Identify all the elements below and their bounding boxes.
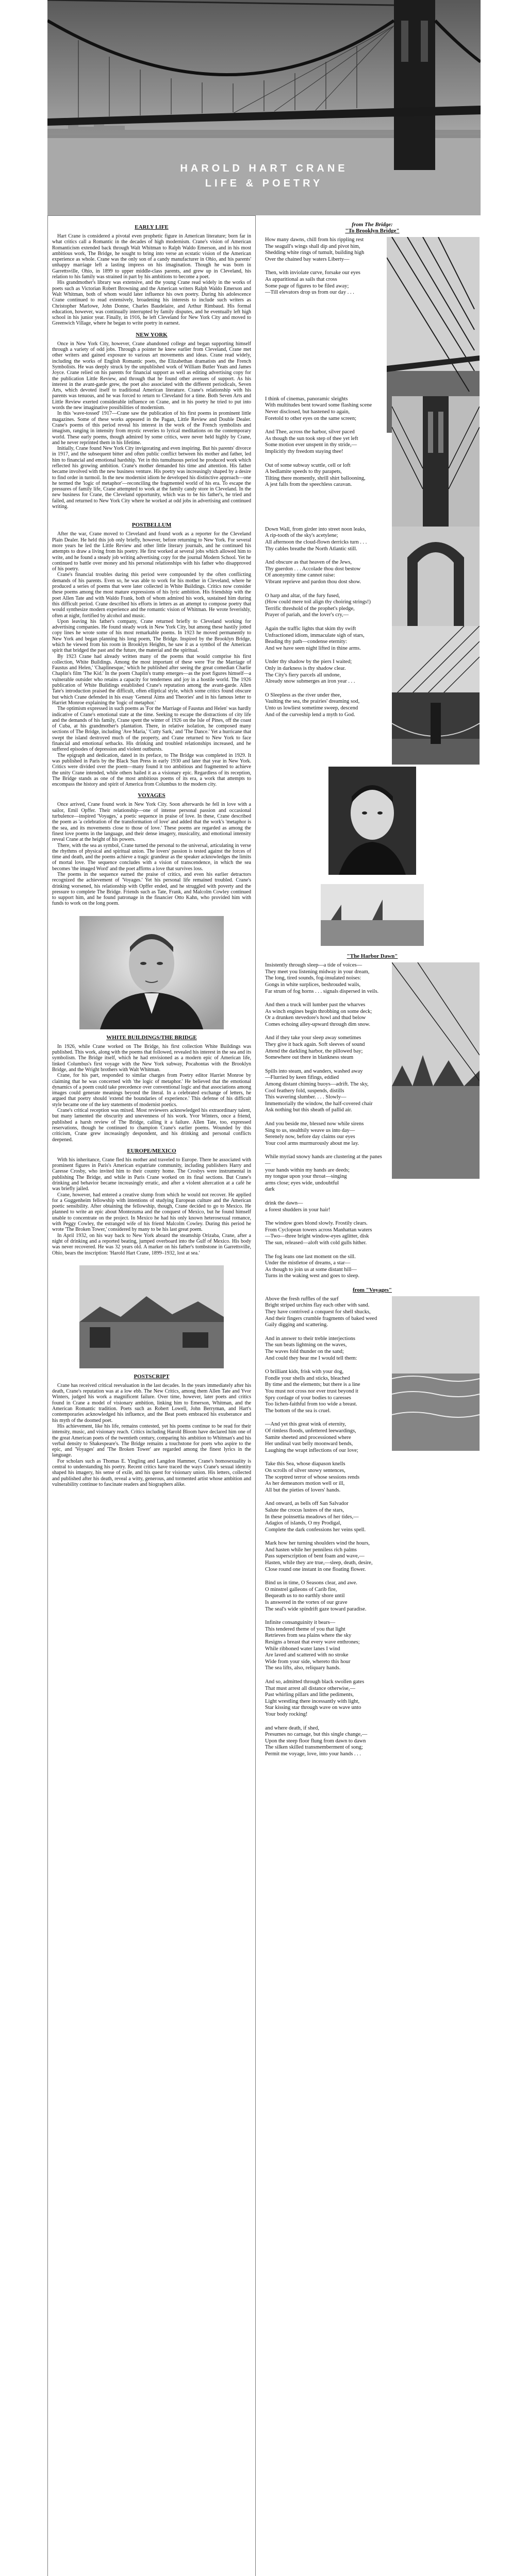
stanza — [265, 1501, 384, 1533]
section-europe-mexico — [52, 1148, 251, 1256]
poem-line: drink the dawn— — [265, 1200, 303, 1206]
paragraph: Once arrived, Crane found work in New York City. Soon afterwards he fell in love with a sailor, Emil Opffer. Their relationship—one of intense personal passion and occasional turbulence—inspired 'Voyages,' a poetic sequence in praise of love. In these, Crane described the poem as 'a celebration of the transformation of love' and added that the work's 'metaphor is the sea, and its movements close to those of love.' These poems are regarded as among the finest love poems in the language, and their dense imagery, musicality, and emotional intensity reveal Crane at the height of his powers. — [52, 802, 251, 843]
poetry-column — [264, 215, 481, 2576]
poem-line: Vibrant reprieve and pardon thou dost show. — [265, 579, 361, 585]
poem-line: Unfractioned idiom, immaculate sigh of stars, — [265, 632, 365, 638]
poem-line: You must not cross nor ever trust beyond it — [265, 1388, 358, 1394]
poem-line: Tilting there momently, shrill shirt ballooning, — [265, 475, 366, 481]
poem-line: Pass superscription of bent foam and wave,— — [265, 1553, 365, 1560]
poem-line: As though to join us at some distant hill— — [265, 1266, 357, 1273]
stanza — [265, 1679, 384, 1718]
poem-line: —Two—three bright window-eyes aglitter, disk — [265, 1233, 369, 1240]
stanza — [265, 692, 384, 718]
poem-line: Under thy shadow by the piers I waited; — [265, 659, 352, 665]
poem-line: Turns in the waking west and goes to sleep. — [265, 1273, 360, 1279]
poem-line: This wavering slumber. . . . Slowly— — [265, 1094, 346, 1100]
poem-line: Adagios of islands, O my Prodigal, — [265, 1520, 341, 1527]
poem-line: Over the chained bay waters Liberty— — [265, 256, 350, 262]
paragraph: The poems in the sequence earned the praise of critics, and even his earlier detractors recognized the achievement of 'Voyages.' Yet his personal life remained troubled. Crane's drinking worsened, his relationship with Opffer ended, and he struggled with poverty and the pressure to complete The Bridge. Friends such as Tate, Frank, and Malcolm Cowley continued to support him, and he found patronage in the financier Otto Kahn, who provided him with funds to work on the long poem. — [52, 871, 251, 907]
poem-line: Gongs in white surplices, beshrouded wails, — [265, 981, 361, 988]
section-heading: WHITE BUILDINGS/THE BRIDGE — [106, 1034, 197, 1041]
poem-line: Bequeath us to no earthly shore until — [265, 1593, 345, 1599]
poem-line: On scrolls of silver snowy sentences, — [265, 1467, 345, 1473]
poem-line: A bedlamite speeds to thy parapets, — [265, 469, 342, 475]
poem-line: Already snow submerges an iron year . . . — [265, 679, 355, 685]
poem-line: Only in darkness is thy shadow clear. — [265, 665, 346, 671]
stanza — [265, 270, 384, 296]
biography-column — [47, 215, 256, 2576]
poem-line: Bind us in time, O Seasons clear, and awe. — [265, 1580, 357, 1586]
poem-line: And you beside me, blessed now while sirens — [265, 1121, 364, 1127]
poem-line: Terrific threshold of the prophet's pledge, — [265, 605, 355, 612]
poem-line: Spry cordage of your bodies to caresses — [265, 1395, 351, 1401]
poem-line: How many dawns, chill from his rippling rest — [265, 237, 364, 243]
paragraph: After the war, Crane moved to Cleveland and found work as a reporter for the Cleveland Plain Dealer. He held this job only briefly, however, before returning to New York. For several more years he led the Little Review and other little literary journals, and he continued his attempts to draw a living from his poetry. He first worked at several jobs which allowed him to write, and he found a steady job writing advertising copy for the journal Modern School. Yet he continued to battle over money and his personal relationships with his father who disapproved of his poetry. — [52, 531, 251, 572]
poem-line: The seal's wide spindrift gaze toward paradise. — [265, 1606, 367, 1612]
poem-line: Too lichen-faithful from too wide a breast. — [265, 1401, 357, 1408]
poem-line: Comes echoing alley-upward through dim snow. — [265, 1021, 371, 1027]
section-heading: EUROPE/MEXICO — [127, 1147, 176, 1154]
stanza — [265, 962, 384, 995]
poem-line: Complete the dark confessions her veins spell. — [265, 1527, 366, 1533]
stanza — [265, 593, 384, 619]
stanza — [265, 1154, 384, 1193]
poem-line: Samite sheeted and processioned where — [265, 1434, 351, 1440]
poem-line: The sea lifts, also, reliquary hands. — [265, 1665, 341, 1671]
stanza — [265, 1725, 384, 1758]
poem-line: From Cyclopean towers across Manhattan waters — [265, 1227, 372, 1233]
poem-line: And we have seen night lifted in thine arms. — [265, 645, 361, 651]
poem-line: And could they hear me I would tell them: — [265, 1355, 357, 1361]
stanza — [265, 1336, 384, 1362]
paragraph: Crane has received critical reevaluation in the last decades. In the years immediately after his death, Crane's reputation was at a low ebb. The New Critics, among them Allen Tate and Yvor Winters, judged his work a magnificent failure. Over time, however, later poets and critics found in Crane a model of visionary ambition, linking him to Emerson, Whitman, and the American Romantic tradition. Poets such as Robert Lowell, John Berryman, and Hart's contemporaries acknowledged his influence, and the Beat poets embraced his exuberance and his myth of the doomed poet. — [52, 1382, 251, 1423]
crane-portrait-photo — [328, 767, 416, 875]
paragraph: His achievement, like his life, remains contested, yet his poems continue to be read for their intensity, music, and visionary reach. Critics including Harold Bloom have declared him one of the great American poets of the twentieth century, comparing his ambition to Whitman's and his verbal density to Shakespeare's. The Bridge remains a touchstone for poets who aspire to the epic, and 'Voyages' and 'The Broken Tower' are regarded among the finest lyrics in the language. — [52, 1423, 251, 1459]
poem-line: Somewhere out there in blankness steam — [265, 1055, 354, 1061]
poem-line: Some motion ever unspent in thy stride,— — [265, 442, 357, 448]
paragraph: There, with the sea as symbol, Crane turned the personal to the universal, articulating in verse the rhythms of physical and spiritual union. The lovers' passion is tested against the forces of time and death, and the poems achieve a tragic grandeur as the speaker acknowledges the limits of mortal love. The sequence concludes with a vision of transcendence, in which the sea becomes 'the imaged Word' and the poet affirms a love that survives loss. — [52, 842, 251, 872]
poem-line: Gaily digging and scattering. — [265, 1322, 328, 1328]
poem-line: —And yet this great wink of eternity, — [265, 1421, 346, 1428]
poem-line: In these poinsettia meadows of her tides,— — [265, 1514, 359, 1520]
poem-harbor-dawn — [265, 953, 480, 1280]
poem-line: Laughing the wrapt inflections of our love; — [265, 1447, 358, 1453]
poem-line: The sceptred terror of whose sessions rends — [265, 1474, 360, 1480]
section-heading: EARLY LIFE — [135, 224, 169, 230]
poem-line: Is answered in the vortex of our grave — [265, 1600, 348, 1606]
poem-line: A rip-tooth of the sky's acetylene; — [265, 533, 338, 539]
poem-line: Some page of figures to be filed away; — [265, 283, 349, 289]
poem-line: and where death, if shed, — [265, 1725, 319, 1731]
poem-line: Infinite consanguinity it bears— — [265, 1620, 336, 1626]
poem-line: And so, admitted through black swollen gates — [265, 1679, 365, 1685]
poem-line: —Till elevators drop us from our day . . . — [265, 290, 354, 296]
poem-line: The long, tired sounds, fog-insulated noises: — [265, 975, 361, 981]
poem-line: I think of cinemas, panoramic sleights — [265, 396, 348, 402]
section-heading: POSTBELLUM — [131, 522, 172, 529]
poem-line: By time and the elements; but there is a line — [265, 1382, 360, 1388]
stanza — [265, 659, 384, 685]
poem-line: Sing to us, stealthily weave us into day— — [265, 1127, 355, 1133]
poem-line: O minstrel galleons of Carib fire, — [265, 1586, 337, 1592]
poem-heading: from "Voyages" — [352, 1286, 392, 1293]
poem-line: O brilliant kids, frisk with your dog, — [265, 1369, 344, 1375]
poem-line: As her demeanors motion well or ill, — [265, 1481, 345, 1487]
poem-line: With multitudes bent toward some flashing scene — [265, 402, 372, 409]
poem-line: The City's fiery parcels all undone, — [265, 672, 341, 678]
poem-line: Mark how her turning shoulders wind the hours, — [265, 1540, 370, 1547]
poem-line: Upon the steep floor flung from dawn to dawn — [265, 1738, 366, 1744]
poem-line: Thy cables breathe the North Atlantic still. — [265, 546, 357, 552]
stanza — [265, 1421, 384, 1454]
poem-line: Hasten, while they are true,—sleep, death, desire, — [265, 1560, 373, 1566]
poem-line: Attend the darkling harbor, the pillowed bay; — [265, 1048, 363, 1054]
stanza — [265, 429, 384, 455]
poem-line: That must arrest all distance otherwise,— — [265, 1685, 355, 1691]
poem-line: Far strum of fog horns . . . signals dispersed in veils. — [265, 988, 379, 994]
poem-line: This tendered theme of you that light — [265, 1626, 345, 1632]
stanza — [265, 1461, 384, 1494]
paragraph: His grandmother's library was extensive, and the young Crane read widely in the works of poets such as Victorian Robert Browning and the American writers Ralph Waldo Emerson and Walt Whitman, both of whom would later influence his own poetry. During his adolescence Crane continued to read extensively, broadening his interests to include such writers as Christopher Marlowe, John Donne, Charles Baudelaire, and Arthur Rimbaud. His formal education, however, was continually interrupted by family disputes, and he eventually left high school in his junior year. Finally, in 1916, he left Cleveland for New York City and moved to Greenwich Village, where he began to write poetry in earnest. — [52, 280, 251, 327]
paragraph: For scholars such as Thomas E. Yingling and Langdon Hammer, Crane's homosexuality is central to understanding his poetry. Recent critics have traced the ways Crane's sexual identity shaped his imagery, his sense of exile, and his quest for visionary union. His letters, collected and published after his death, reveal a witty, generous, and tormented artist whose ambition and vulnerability continue to fascinate readers and biographers alike. — [52, 1458, 251, 1487]
harbor-dawn-photo — [392, 962, 480, 1179]
poem-to-brooklyn-bridge — [265, 222, 480, 761]
section-heading: POSTSCRIPT — [134, 1373, 170, 1380]
paragraph: Crane, however, had entered a creative slump from which he would not recover. He applied for a Guggenheim fellowship with intentions of studying European culture and the American poetic sensibility. After obtaining the fellowship, though, Crane decided to go to Mexico. He planned to write an epic about Montezuma and the conquest of Mexico, but he found himself unable to concentrate on the project. In Mexico he had his only known heterosexual romance, with Peggy Cowley, the estranged wife of his friend Malcolm Cowley. During this period he wrote 'The Broken Tower,' considered by many to be his last great poem. — [52, 1192, 251, 1233]
poem-heading: from The Bridge: — [352, 222, 393, 228]
poem-line: Are laved and scattered with no stroke — [265, 1652, 349, 1658]
poem-line: The fog leans one last moment on the sill. — [265, 1253, 356, 1260]
poem-line: Her undinal vast belly moonward bends, — [265, 1441, 353, 1447]
poem-line: The silken skilled transmemberment of song; — [265, 1744, 363, 1751]
poem-line: As though the sun took step of thee yet left — [265, 435, 358, 442]
poem-line: And in answer to their treble interjections — [265, 1335, 355, 1342]
stanza — [265, 560, 384, 585]
poem-line: All but the pieties of lovers' hands. — [265, 1487, 341, 1493]
poem-line: Resigns a breast that every wave enthrones; — [265, 1639, 360, 1645]
paragraph: Hart Crane is considered a pivotal even prophetic figure in American literature; born far in what critics call a Romantic in the decades of high modernism. Crane's vision of American Romanticism extended back through Walt Whitman to Ralph Waldo Emerson, and in his most ambitious work, The Bridge, he sought to bring into verse an ecstatic vision of the American experience as whole. Crane was the only son of a candy manufacturer in Ohio, and his parents' unhappy marriage left a lasting impress on his imagination. Though he was born in Garrettsville, Ohio, in 1899 to upper middle-class parents, and grew up in Cleveland, his relation to his family was strained in part by his ambitions to become a poet. — [52, 233, 251, 280]
poem-voyages — [265, 1287, 480, 1758]
paragraph: In this 'wave-tossed' 1917—Crane saw the publication of his first poems in prominent little magazines. Some of these works appeared in the Pagan, Little Review and Double Dealer. Crane's poems of this period reveal his interest in the work of the French symbolists and imagism, ranging in intensity from mystic reveries to lyrical meditations on the contemporary world. These early poems, though admired by some critics, were never held highly by Crane, and he never reprinted them in his lifetime. — [52, 411, 251, 446]
poem-line: Of anonymity time cannot raise: — [265, 572, 335, 579]
poem-line: Thy guerdon . . . Accolade thou dost bestow — [265, 566, 361, 572]
paragraph: Upon leaving his father's company, Crane returned briefly to Cleveland working for advertising companies. He found steady work in New York City, but among these hastily jotted copy lines he wrote some of his most remarkable poems. In 1923 he moved permanently to New York and began planning his long poem, The Bridge. Inspired by the Brooklyn Bridge, which he viewed from his room in Brooklyn Heights, he saw it as a symbol of the American spirit that bridged the past and the future, the material and the spiritual. — [52, 618, 251, 654]
poem-line: The window goes blond slowly. Frostily clears. — [265, 1221, 368, 1227]
section-postbellum — [52, 522, 251, 787]
stanza — [265, 1069, 384, 1114]
poem-line: They give it back again. Soft sleeves of sound — [265, 1042, 365, 1048]
site-title-line2: LIFE & POETRY — [205, 178, 323, 189]
paragraph: The optimism expressed in such poems as 'For the Marriage of Faustus and Helen' was hardly indicative of Crane's emotional state at the time. Seeking to escape the distractions of city life and the demands of his family, Crane spent the winter of 1926 on the Isle of Pines, off the coast of Cuba, at his grandmother's plantation. There, in relative isolation, he composed many sections of The Bridge, including 'Ave Maria,' 'Cutty Sark,' and 'The Dance.' Yet a hurricane that swept the island destroyed much of the property, and Crane returned to New York to face financial and emotional setbacks. His drinking and troubled relationships increased, and he suffered episodes of depression and violent outbursts. — [52, 706, 251, 753]
paragraph: Crane's critical reception was mixed. Most reviewers acknowledged his extraordinary talent, but many lamented the obscurity and unevenness of his work. Yvor Winters, once a friend, published a harsh review of The Bridge, calling it a failure. Allen Tate, too, expressed reservations, though he continued to champion Crane's earlier poems. Wounded by this criticism, Crane grew increasingly despondent, and his drinking and personal conflicts deepened. — [52, 1108, 251, 1143]
poem-line: And Thee, across the harbor, silver paced — [265, 429, 355, 435]
site-title-line1: HAROLD HART CRANE — [180, 163, 348, 174]
poem-line: The sun, released—aloft with cold gulls hither. — [265, 1240, 367, 1246]
poem-line: Beading thy path—condense eternity: — [265, 639, 347, 645]
poem-heading: "The Harbor Dawn" — [346, 953, 398, 960]
stanza — [265, 1121, 384, 1147]
stanza — [265, 1296, 384, 1329]
poem-line: Salute the crocus lustres of the stars, — [265, 1507, 344, 1513]
poem-line: They meet you listening midway in your dream, — [265, 969, 370, 975]
sea-photo — [392, 1296, 480, 1451]
section-new-york — [52, 332, 251, 510]
stanza — [265, 1369, 384, 1414]
poem-line: a forest shudders in your hair! — [265, 1207, 331, 1213]
harbor-photo — [321, 884, 424, 946]
poem-line: Take this Sea, whose diapason knells — [265, 1461, 345, 1467]
stanza — [265, 1002, 384, 1028]
poem-line: Never disclosed, but hastened to again, — [265, 409, 350, 415]
stanza — [265, 626, 384, 652]
poem-line: my tongue upon your throat—singing — [265, 1174, 347, 1180]
bridge-arch-photo — [392, 527, 480, 635]
poem-line: Serenely now, before day claims our eyes — [265, 1134, 355, 1140]
poem-line: Spills into steam, and wanders, washed away — [265, 1068, 363, 1074]
section-voyages — [52, 792, 251, 906]
poem-line: And obscure as that heaven of the Jews, — [265, 560, 352, 566]
poem-line: And if they take your sleep away sometimes — [265, 1035, 361, 1041]
poem-line: Bright striped urchins flay each other with sand. — [265, 1302, 370, 1309]
paragraph: The epigraph and dedication, dated in its preface, to The Bridge was completed in 1929. It was published in Paris by the Black Sun Press in early 1930 and later that year in New York. Critics were divided over the poem—many found it too ambitious and fragmented to achieve the unity Crane intended, while others hailed it as a visionary epic. Regardless of its reception, The Bridge stands as one of the most ambitious poems of its era, a work that attempts to encompass the history and spirit of America from Columbus to the modern city. — [52, 752, 251, 788]
poem-line: The bottom of the sea is cruel. — [265, 1408, 331, 1414]
stanza — [265, 1580, 384, 1613]
poem-line: Among distant chiming buoys—adrift. The sky, — [265, 1081, 369, 1088]
poem-line: While ribboned water lanes I wind — [265, 1646, 340, 1652]
stanza — [265, 396, 384, 422]
poem-line: Your cool arms murmurously about me lay. — [265, 1140, 359, 1146]
poem-line: Foretold to other eyes on the same screen; — [265, 415, 356, 421]
poem-line: The waves fold thunder on the sand; — [265, 1349, 344, 1355]
poem-line: Permit me voyage, love, into your hands . . . — [265, 1751, 361, 1757]
stanza — [265, 1221, 384, 1246]
poem-line: And hasten while her penniless rich palms — [265, 1547, 357, 1553]
poem-line: And their fingers crumble fragments of baked weed — [265, 1315, 377, 1321]
paragraph: In 1926, while Crane worked on The Bridge, his first collection White Buildings was published. This work, along with the poems that followed, revealed his interest in the sea and its symbolism. The Bridge itself, which he had envisioned as a modern epic of American life, linked Columbus's first voyage with the New York subway, Pocahontas with the Brooklyn Bridge, and the Wright brothers with Walt Whitman. — [52, 1043, 251, 1073]
poem-line: Retrieves from sea plains where the sky — [265, 1633, 352, 1639]
poem-line: Under the mistletoe of dreams, a star— — [265, 1260, 351, 1266]
poem-line: While myriad snowy hands are clustering at the panes— — [265, 1154, 382, 1166]
poem-line: Prayer of pariah, and the lover's cry,— — [265, 612, 349, 618]
poem-subheading: "To Brooklyn Bridge" — [345, 228, 400, 234]
paragraph: By 1923 Crane had already written many of the poems that would comprise his first collection, White Buildings. Among the most important of these were 'For the Marriage of Faustus and Helen,' 'Chaplinesque,' which he published after seeing the great comedian Charlie Chaplin's film 'The Kid.' In the poem Chaplin's tramp emerges—as the poet figures himself—a vulnerable outsider who retains a capacity for tenderness and joy in a hostile world. The 1926 publication of White Buildings established Crane's reputation among the avant-garde. Allen Tate's introduction praised the difficult, often elliptical style, which some critics found obscure but which Crane defended in his essay 'General Aims and Theories' and in his famous letter to Harriet Monroe explaining the 'logic of metaphor.' — [52, 653, 251, 706]
stanza — [265, 237, 384, 263]
poem-line: Of rimless floods, unfettered leewardings, — [265, 1428, 356, 1434]
poem-line: Close round one instant in one floating flower. — [265, 1566, 366, 1572]
poem-line: As winch engines begin throbbing on some deck; — [265, 1008, 372, 1014]
poem-line: Cool feathery fold, suspends, distills — [265, 1088, 344, 1094]
poem-line: Insistently through sleep—a tide of voices— — [265, 962, 362, 969]
poem-line: And of the curveship lend a myth to God. — [265, 711, 355, 718]
paragraph: Once in New York City, however, Crane abandoned college and began supporting himself through a variety of odd jobs. Through a pointer he knew earlier from Cleveland, Crane met other writers and gained exposure to various art movements and ideas. Crane read widely, including the works of English Romantic poets, the Elizabethan dramatists and the French Symbolists. He was deeply struck by the unpublished work of William Butler Yeats and James Joyce. Crane relied on his parents for financial support as well as editing advertising copy for the publication Little Review, and through that he found other avenues of support. As his interest in the avant-garde grew, the poet also associated with the different periodicals, Seven Arts, which devoted itself to traditional American literature. Crane's relationship with his parents was tenuous, and he was forced to return to Cleveland for a time. Both Seven Arts and Little Review exerted considerable influence on Crane, and in his poetry he tried to put into words the new imaginative possibilities of modernism. — [52, 341, 251, 411]
header-banner — [47, 0, 481, 215]
poem-line: Again the traffic lights that skim thy swift — [265, 626, 356, 632]
poem-line: The seagull's wings shall dip and pivot him, — [265, 243, 360, 249]
stanza — [265, 1035, 384, 1061]
paragraph: Initially, Crane found New York City invigorating and even inspiring. But his parents' divorce in 1917, and the subsequent bitter and often public conflict between his mother and father, led him to financial and emotional hardship. Yet in this tumultuous period he produced work which reflected his growing ambition. Crane's mother demanded his time and attention. His father became involved with the new business venture. His poetry was increasingly shaped by a desire to find order in turmoil. In the new modernist idiom he developed his distinctive approach—one he termed the 'logic of metaphor'—reconciling the fragmented world of his era. To escape the pressures of family life, Crane attempted to work at the family candy store in Cleveland. In the new business for Crane, the Cleveland opportunity, which was to be his father's, he tried and failed, and returned to New York City where he worked at odd jobs in advertising and continued writing. — [52, 446, 251, 510]
poem-line: Vaulting the sea, the prairies' dreaming sod, — [265, 699, 360, 705]
poem-line: Star kissing star through wave on wave unto — [265, 1705, 361, 1711]
poem-line: Immemorially the window, the half-covered chair — [265, 1100, 373, 1107]
poem-line: Shedding white rings of tumult, building high — [265, 250, 365, 256]
poem-line: Fondle your shells and sticks, bleached — [265, 1375, 350, 1381]
landscape-photo — [79, 1265, 224, 1368]
poem-line: your hands within my hands are deeds; — [265, 1167, 350, 1173]
poem-line: arms close; eyes wide, undoubtful — [265, 1180, 339, 1186]
bridge-night-photo — [392, 692, 480, 765]
poem-line: And onward, as bells off San Salvador — [265, 1501, 349, 1507]
section-white-buildings — [52, 1035, 251, 1143]
poem-line: Ask nothing but this sheath of pallid air. — [265, 1107, 352, 1113]
poem-line: Wide from your side, whereto this hour — [265, 1658, 351, 1665]
stanza — [265, 1540, 384, 1573]
poem-line: A jest falls from the speechless caravan. — [265, 482, 352, 488]
poem-line: The sun beats lightning on the waves, — [265, 1342, 347, 1348]
poem-line: Then, with inviolate curve, forsake our eyes — [265, 270, 360, 276]
poem-line: Light wrestling there incessantly with light, — [265, 1698, 360, 1704]
paragraph: Crane, for his part, responded to similar charges from Poetry editor Harriet Monroe by claiming that he was concerned with 'the logic of metaphor.' He believed that the emotional dynamics of a poem could take precedence over conventional logic and that associations among images could generate meanings beyond the literal. In a celebrated exchange of letters, he argued that poetry should 'extend the boundaries of experience.' This defense of his difficult style became one of the key statements of modernist poetics. — [52, 1073, 251, 1108]
poem-line: As apparitional as sails that cross — [265, 276, 337, 282]
section-postscript — [52, 1374, 251, 1487]
poem-line: All afternoon the cloud-flown derricks turn . . . — [265, 539, 367, 546]
poem-line: They have contrived a conquest for shell shucks, — [265, 1309, 371, 1315]
poem-line: Down Wall, from girder into street noon leaks, — [265, 526, 366, 532]
poem-line: Above the fresh ruffles of the surf — [265, 1296, 339, 1302]
poem-line: dark — [265, 1187, 275, 1193]
stanza — [265, 463, 384, 488]
section-heading: VOYAGES — [138, 792, 166, 799]
poem-line: (How could mere toil align thy choiring strings!) — [265, 599, 371, 605]
stanza — [265, 527, 384, 552]
poem-line: O harp and altar, of the fury fused, — [265, 592, 340, 599]
stanza — [265, 1254, 384, 1280]
poem-line: Presumes no carnage, but this single change,— — [265, 1732, 368, 1738]
poem-line: Unto us lowliest sometime sweep, descend — [265, 705, 358, 711]
poem-line: And then a truck will lumber past the wharves — [265, 1002, 366, 1008]
paragraph: In April 1932, on his way back to New York aboard the steamship Orizaba, Crane, after a night of drinking and a reported beating, jumped overboard into the Gulf of Mexico. His body was never recovered. He was 32 years old. A marker on his father's tombstone in Garrettsville, Ohio, bears the inscription: 'Harold Hart Crane, 1899–1932, lost at sea.' — [52, 1232, 251, 1256]
portrait-photo — [79, 916, 224, 1029]
poem-line: Or a drunken stevedore's howl and thud below — [265, 1015, 366, 1021]
poem-line: —Flurried by keen fifings, eddied — [265, 1075, 339, 1081]
poem-line: Implicitly thy freedom staying thee! — [265, 448, 343, 454]
paragraph: With his inheritance, Crane fled his mother and traveled to Europe. There he associated with prominent figures in Paris's American expatriate community, including publishers Harry and Caresse Crosby, who invited him to their country home. The Crosbys were instrumental in publishing The Bridge, and while in Paris Crane worked on its final sections. But Crane's drinking and behavior became increasingly erratic, and after a violent altercation at a café he was briefly jailed. — [52, 1157, 251, 1192]
section-heading: NEW YORK — [136, 331, 168, 338]
poem-line: O Sleepless as the river under thee, — [265, 692, 341, 698]
stanza — [265, 1620, 384, 1672]
section-early-life — [52, 224, 251, 327]
poem-line: Past whirling pillars and lithe pediments, — [265, 1692, 354, 1698]
stanza — [265, 1200, 384, 1213]
paragraph: Crane's financial troubles during this period were compounded by the often conflicting demands of his parents. Even so, he was able to work for his mother in Cleveland, where he produced a series of poems that were later collected in White Buildings. Critics now consider these poems among the most mature expressions of his lyric ambition. His friendship with the poet Allen Tate and with Waldo Frank, both of whom admired his work, sustained him during this difficult period. Crane described his efforts in letters as an attempt to compose poetry that would synthesize modern experience and the romantic vision of Whitman. He wrote feverishly, often at night, fortified by alcohol and music. — [52, 572, 251, 619]
poem-line: Your body rocking! — [265, 1711, 308, 1717]
poem-line: Out of some subway scuttle, cell or loft — [265, 462, 351, 468]
